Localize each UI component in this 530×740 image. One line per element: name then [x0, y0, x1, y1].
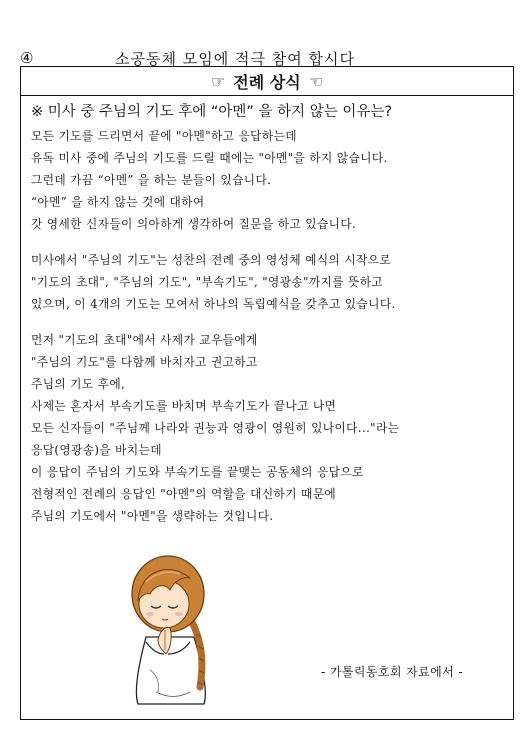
paragraph-1 [31, 125, 505, 235]
text-line: 먼저 "기도의 초대"에서 사제가 교우들에게 [31, 333, 258, 347]
text-line: 모든 기도를 드리면서 끝에 "아멘"하고 응답하는데 [31, 129, 297, 143]
text-line: 사제는 혼자서 부속기도를 바치며 부속기도가 끝나고 나면 [31, 399, 337, 413]
pointing-left-hand-icon: ☜ [308, 71, 324, 91]
paragraph-2 [31, 249, 505, 315]
paragraph-3 [31, 329, 505, 527]
text-line: 주님의 기도 후에, [31, 377, 126, 391]
text-line: "주님의 기도"를 다함께 바치자고 권고하고 [31, 355, 258, 369]
header-slogan: 소공동체 모임에 적극 참여 합시다 [115, 50, 355, 68]
source-credit: - 가톨릭동호회 자료에서 - [321, 665, 464, 679]
text-line: 모든 신자들이 "주님께 나라와 권능과 영광이 영원히 있나이다..."라는 [31, 421, 400, 435]
text-line: 응답(영광송)을 바치는데 [31, 443, 162, 457]
page-number: ④ [20, 49, 34, 67]
text-line: “아멘” 을 하지 않는 것에 대하여 [31, 195, 205, 209]
text-line: 주님의 기도에서 "아멘"을 생략하는 것입니다. [31, 509, 274, 523]
text-line: 전형적인 전례의 응답인 "아멘"의 역할을 대신하기 때문에 [31, 487, 337, 501]
text-line: 갓 영세한 신자들이 의아하게 생각하여 질문을 하고 있습니다. [31, 217, 357, 231]
question-heading: ※ 미사 중 주님의 기도 후에 “아멘” 을 하지 않는 이유는? [31, 104, 393, 120]
text-line: 그런데 가끔 “아멘” 을 하는 분들이 있습니다. [31, 173, 272, 187]
pointing-right-hand-icon: ☞ [210, 71, 226, 91]
praying-girl-icon [116, 542, 226, 712]
text-line: 있으며, 이 4개의 기도는 모여서 하나의 독립예식을 갖추고 있습니다. [31, 297, 396, 311]
text-line: 미사에서 "주님의 기도"는 성찬의 전례 중의 영성체 예식의 시작으로 [31, 253, 392, 267]
text-line: "기도의 초대", "주님의 기도", "부속기도", "영광송"까지를 뜻하고 [31, 275, 384, 289]
text-line: 이 응답이 주님의 기도와 부속기도를 끝맺는 공동체의 응답으로 [31, 465, 364, 479]
liturgy-box [20, 66, 514, 720]
title-bar [21, 67, 513, 96]
text-line: 유독 미사 중에 주님의 기도를 드릴 때에는 "아멘"을 하지 않습니다. [31, 151, 388, 165]
box-title: 전례 상식 [233, 72, 301, 92]
